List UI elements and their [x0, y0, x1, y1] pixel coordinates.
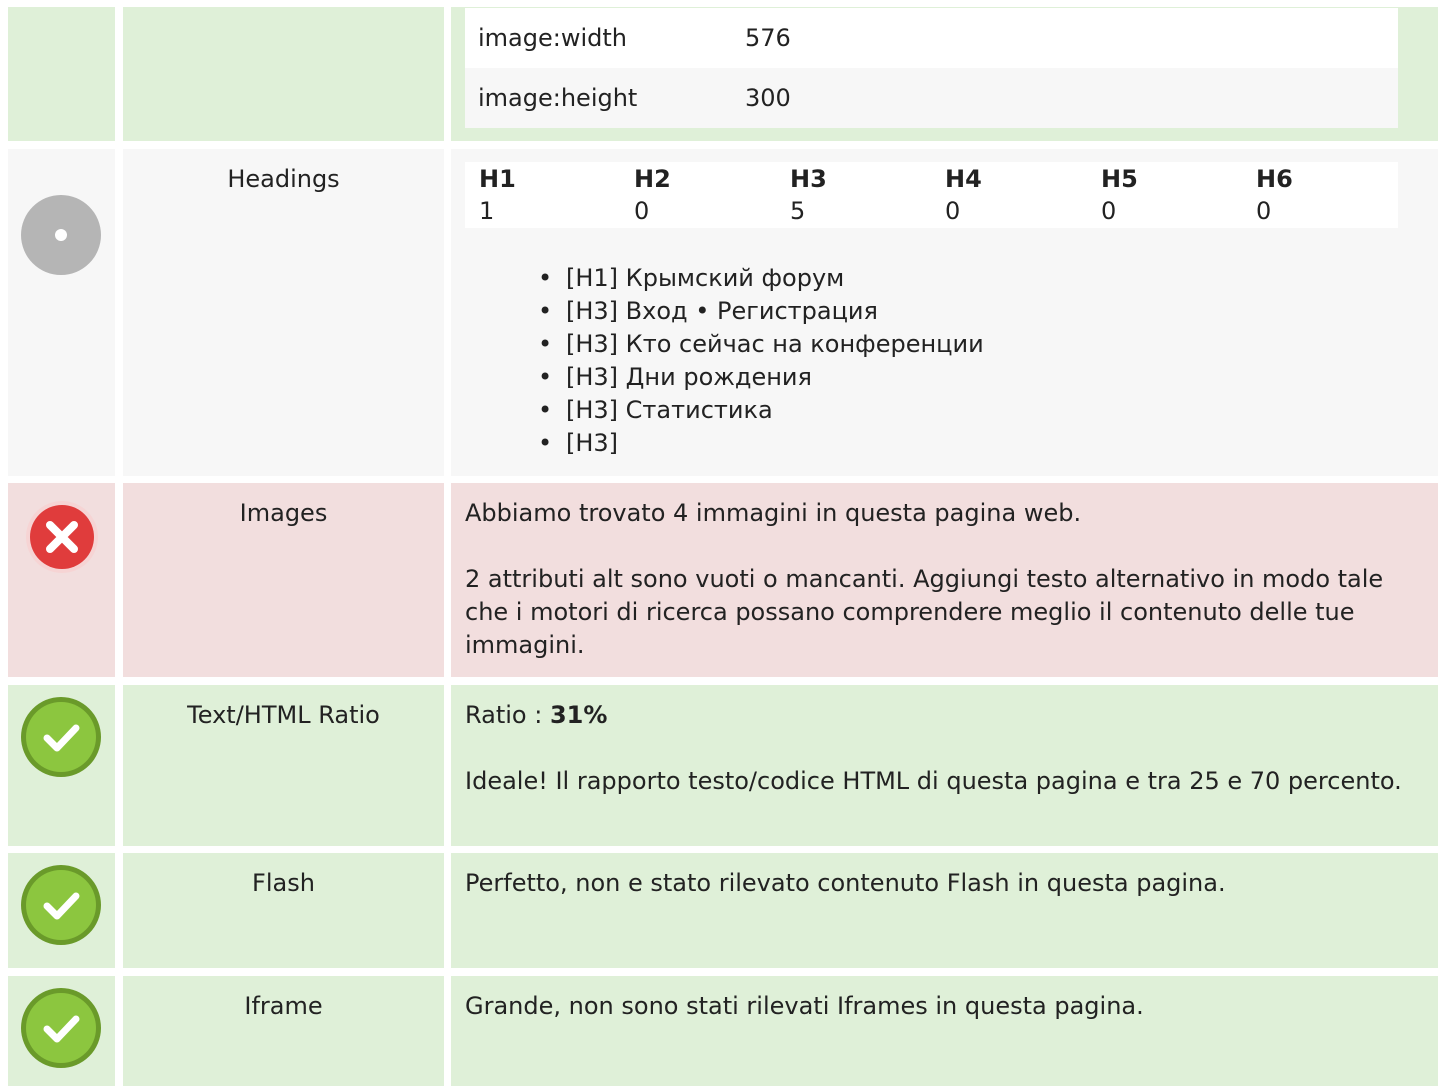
list-item: • [H3]: [538, 427, 984, 460]
heading-tag: H1: [479, 165, 516, 193]
heading-tag: H2: [634, 165, 671, 193]
list-item: • [H3] Дни рождения: [538, 361, 984, 394]
ratio-icon-cell: [8, 685, 115, 846]
iframe-icon-cell: [8, 976, 115, 1086]
ratio-advice: Ideale! Il rapporto testo/codice HTML di questa pagina e tra 25 e 70 percento.: [465, 767, 1402, 795]
flash-row: [0, 853, 1445, 968]
images-label: Images: [123, 483, 444, 677]
ratio-label: Text/HTML Ratio: [123, 685, 444, 846]
iframe-body: [451, 976, 1438, 1086]
check-icon: [21, 988, 101, 1068]
heading-count-col: [1087, 162, 1251, 226]
heading-count-col: [620, 162, 784, 226]
og-key: image:height: [478, 84, 638, 112]
flash-label: Flash: [123, 853, 444, 968]
neutral-circle-icon: [21, 195, 101, 275]
flash-body: [451, 853, 1438, 968]
heading-count: 0: [634, 197, 650, 225]
ratio-row: [0, 685, 1445, 846]
check-icon: [21, 865, 101, 945]
iframe-row: [0, 976, 1445, 1086]
images-advice: 2 attributi alt sono vuoti o mancanti. Aggiungi testo alternativo in modo tale che i motori di ricerca possano comprendere meglio il contenuto delle tue immagini.: [465, 565, 1384, 659]
headings-label: Headings: [123, 149, 444, 476]
list-item: • [H3] Кто сейчас на конференции: [538, 328, 984, 361]
ratio-value: 31%: [549, 701, 608, 729]
og-table-row: [465, 68, 1398, 128]
heading-count-col: [1242, 162, 1406, 226]
error-x-icon: [26, 501, 98, 573]
headings-list: [538, 262, 984, 460]
og-value: 576: [745, 24, 791, 52]
heading-count: 0: [1256, 197, 1272, 225]
iframe-label: Iframe: [123, 976, 444, 1086]
heading-count-col: [931, 162, 1095, 226]
og-table-row: [465, 8, 1398, 68]
list-item: • [H1] Крымский форум: [538, 262, 984, 295]
check-icon: [21, 697, 101, 777]
ratio-prefix: Ratio :: [465, 701, 550, 729]
heading-count: 1: [479, 197, 495, 225]
ratio-body: [451, 685, 1438, 846]
heading-tag: H6: [1256, 165, 1293, 193]
list-item: • [H3] Статистика: [538, 394, 984, 427]
images-summary: Abbiamo trovato 4 immagini in questa pagina web.: [465, 499, 1082, 527]
heading-count: 0: [1101, 197, 1117, 225]
heading-tag: H5: [1101, 165, 1138, 193]
images-icon-cell: [8, 483, 115, 677]
heading-count: 5: [790, 197, 806, 225]
ratio-line: [465, 699, 1424, 732]
og-key: image:width: [478, 24, 627, 52]
og-label-cell: [123, 7, 444, 141]
heading-tag: H3: [790, 165, 827, 193]
og-icon-cell: [8, 7, 115, 141]
flash-text: Perfetto, non e stato rilevato contenuto Flash in questa pagina.: [465, 869, 1226, 897]
og-table: [465, 8, 1398, 128]
heading-count: 0: [945, 197, 961, 225]
heading-tag: H4: [945, 165, 982, 193]
list-item: • [H3] Вход • Регистрация: [538, 295, 984, 328]
images-row: [0, 483, 1445, 677]
heading-count-col: [465, 162, 629, 226]
flash-icon-cell: [8, 853, 115, 968]
headings-icon-cell: [8, 149, 115, 476]
iframe-text: Grande, non sono stati rilevati Iframes in questa pagina.: [465, 992, 1144, 1020]
headings-count-table: [465, 162, 1398, 228]
heading-count-col: [776, 162, 940, 226]
images-body: [451, 483, 1438, 677]
og-value: 300: [745, 84, 791, 112]
